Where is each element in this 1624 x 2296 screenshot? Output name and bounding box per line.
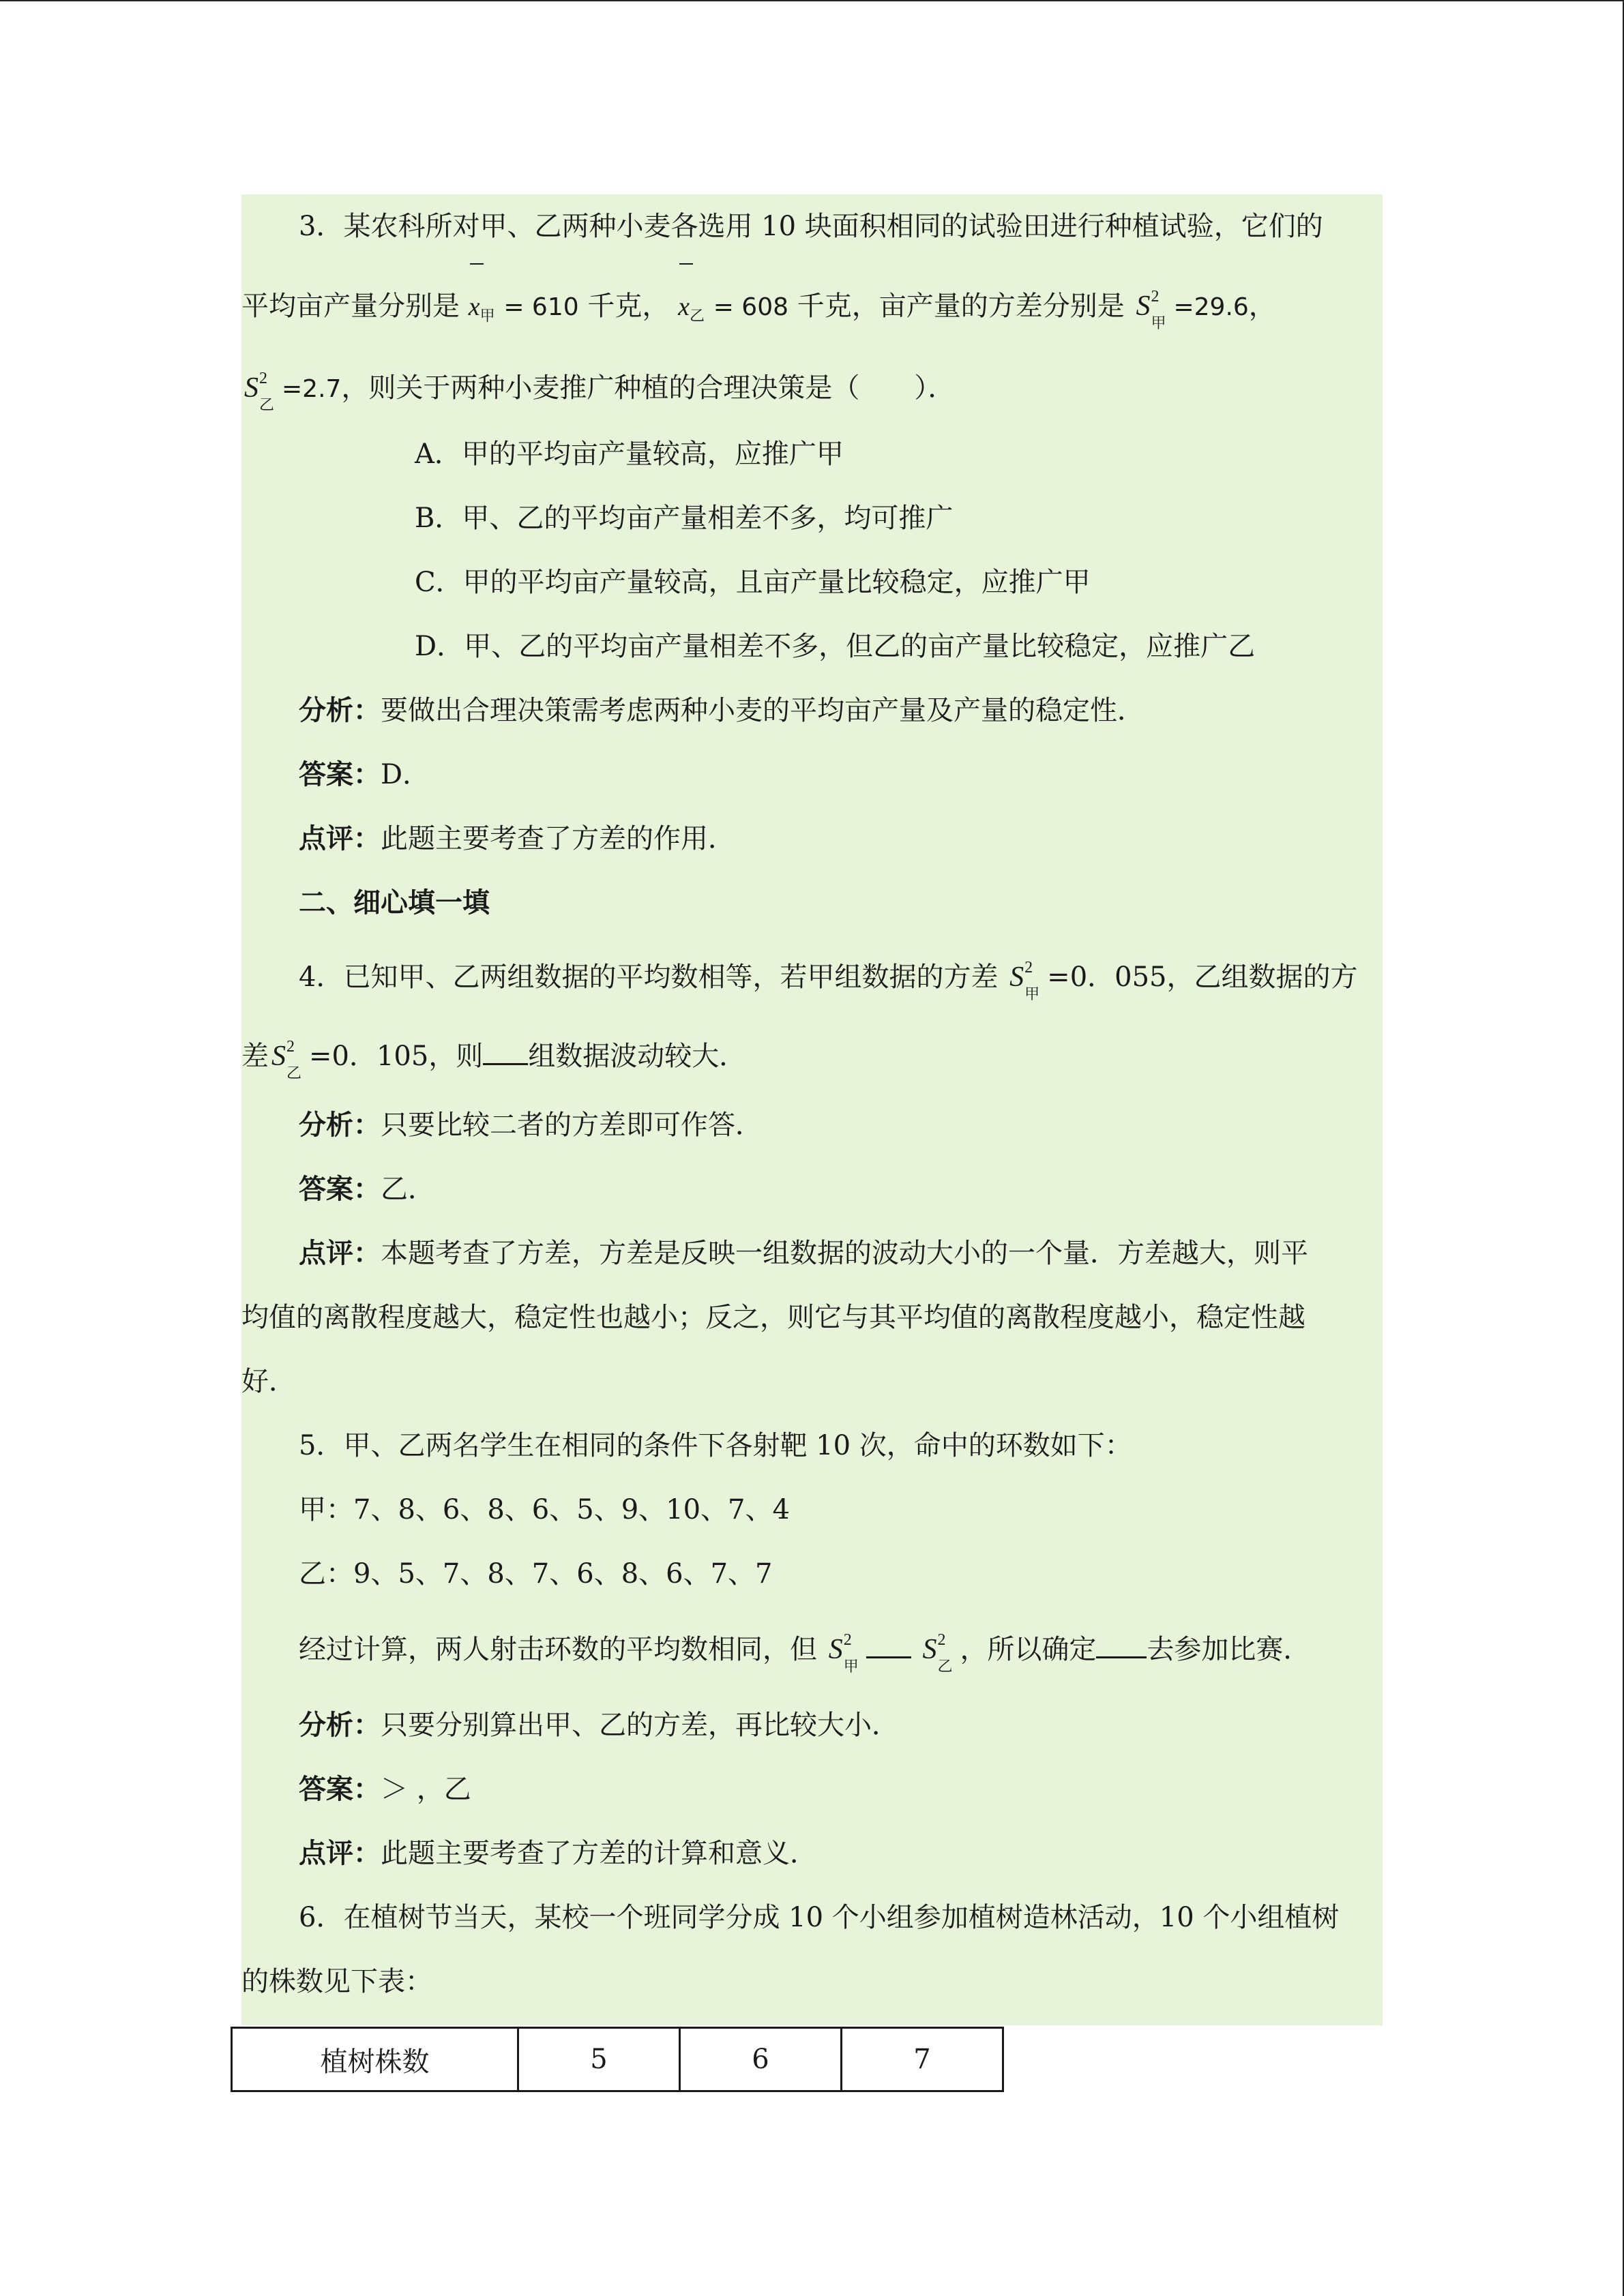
q3-stem-line3: [241, 354, 1360, 422]
table-row: [232, 2028, 1003, 2091]
comment-text: 此题主要考查了方差的计算和意义．: [381, 1838, 817, 1869]
mean-yi-symbol: $x_乙$: [678, 259, 705, 365]
analysis-label: 分析：: [299, 1109, 381, 1141]
answer-label: 答案：: [299, 1173, 381, 1205]
answer-text: ＞ ，乙: [381, 1774, 471, 1805]
variance-jia-symbol: S 2 甲: [1009, 959, 1040, 1003]
q5-calc: [241, 1606, 1360, 1693]
q5-comment: [241, 1821, 1360, 1885]
fill-blank: [866, 1626, 911, 1658]
q4-stem-line1: [241, 935, 1360, 1019]
q3-text: 平均亩产量分别是: [241, 290, 460, 322]
q4-text: 4．已知甲、乙两组数据的平均数相等，若甲组数据的方差: [299, 961, 999, 993]
q6-stem-line2: 的株数见下表：: [241, 1966, 432, 1997]
analysis-label: 分析：: [299, 1709, 381, 1741]
analysis-label: 分析：: [299, 694, 381, 726]
variance-yi-value: =2.7: [282, 375, 342, 403]
variance-yi-symbol: S 2 乙: [244, 370, 275, 414]
comment-label: 点评：: [299, 822, 381, 854]
analysis-text: 只要比较二者的方差即可作答．: [381, 1109, 763, 1141]
fill-blank: [483, 1033, 528, 1065]
q3-option-c: C．甲的平均亩产量较高，且亩产量比较稳定，应推广甲: [415, 567, 1091, 598]
variance-jia-value: =29.6: [1173, 293, 1249, 321]
q4-comment-line1: [241, 1221, 1360, 1285]
q5-jia-scores: 甲：7、8、6、8、6、5、9、10、7、4: [299, 1494, 790, 1525]
analysis-text: 只要分别算出甲、乙的方差，再比较大小．: [381, 1710, 899, 1741]
tree-count-table: [231, 2027, 1004, 2092]
q3-text: 千克，亩产量的方差分别是: [797, 290, 1125, 322]
mean-jia-symbol: $x_甲$: [469, 259, 495, 365]
comment-label: 点评：: [299, 1237, 381, 1269]
q4-comment-line3: 好．: [241, 1366, 296, 1397]
variance-jia-symbol: S 2 甲: [828, 1631, 859, 1675]
q3-option-b: B．甲、乙的平均亩产量相差不多，均可推广: [415, 503, 954, 534]
q3-text: ，: [1248, 290, 1276, 322]
q5-yi-scores: 乙：9、5、7、8、7、6、8、6、7、7: [299, 1558, 773, 1590]
q4-answer: [241, 1157, 1360, 1221]
table-cell: 7: [842, 2028, 1003, 2091]
q3-comment: [241, 807, 1360, 871]
comment-text: 此题主要考查了方差的作用．: [381, 823, 735, 854]
q5-analysis: [241, 1693, 1360, 1757]
answer-text: D．: [381, 759, 430, 790]
q4-text: 差: [241, 1041, 269, 1072]
table-header-cell: 植树株数: [232, 2028, 518, 2091]
q3-option-d: D．甲、乙的平均亩产量相差不多，但乙的亩产量比较稳定，应推广乙: [415, 631, 1256, 662]
variance-jia-symbol: S 2 甲: [1136, 288, 1166, 332]
q4-variance-yi-value: =0．105，则: [309, 1041, 484, 1072]
comment-text: 本题考查了方差，方差是反映一组数据的波动大小的一个量．方差越大，则平: [381, 1238, 1308, 1269]
comment-label: 点评：: [299, 1837, 381, 1869]
section-title: 二、细心填一填: [299, 886, 490, 919]
q3-stem-line1: 3．某农科所对甲、乙两种小麦各选用 10 块面积相同的试验田进行种植试验，它们的: [299, 211, 1323, 242]
q5-text: 经过计算，两人射击环数的平均数相同，但: [299, 1634, 817, 1665]
q3-stem-line2: [241, 258, 1360, 354]
q3-text: 千克，: [587, 290, 670, 322]
q3-option-a: A．甲的平均亩产量较高，应推广甲: [415, 438, 844, 470]
variance-yi-symbol: S 2 乙: [922, 1631, 953, 1675]
variance-yi-symbol: S 2 乙: [271, 1038, 302, 1082]
q3-analysis: [241, 679, 1360, 743]
answer-label: 答案：: [299, 758, 381, 790]
q3-answer: [241, 743, 1360, 807]
answer-label: 答案：: [299, 1773, 381, 1805]
q6-stem-line1: 6．在植树节当天，某校一个班同学分成 10 个小组参加植树造林活动，10 个小组植树: [299, 1902, 1340, 1933]
q5-text: ，所以确定: [960, 1634, 1097, 1665]
mean-yi-value: = 608: [713, 293, 789, 321]
q4-stem-line2: [241, 1019, 1360, 1093]
q5-answer: [241, 1757, 1360, 1821]
q4-analysis: [241, 1093, 1360, 1157]
q4-variance-jia-value: =0．055，乙组数据的方: [1047, 961, 1358, 993]
fill-blank: [1096, 1626, 1147, 1658]
table-cell: 5: [518, 2028, 680, 2091]
q4-text: 组数据波动较大．: [528, 1041, 747, 1072]
q3-text: ，则关于两种小麦推广种植的合理决策是（ ）．: [341, 372, 956, 404]
table-cell: 6: [680, 2028, 842, 2091]
document-body: [241, 194, 1360, 2014]
answer-text: 乙．: [381, 1174, 435, 1205]
q5-text: 去参加比赛．: [1147, 1634, 1311, 1665]
mean-jia-value: = 610: [503, 293, 579, 321]
q5-stem: 5．甲、乙两名学生在相同的条件下各射靶 10 次，命中的环数如下：: [299, 1430, 1132, 1461]
analysis-text: 要做出合理决策需考虑两种小麦的平均亩产量及产量的稳定性．: [381, 695, 1145, 726]
q4-comment-line2: 均值的离散程度越大，稳定性也越小；反之，则它与其平均值的离散程度越小，稳定性越: [241, 1302, 1305, 1333]
